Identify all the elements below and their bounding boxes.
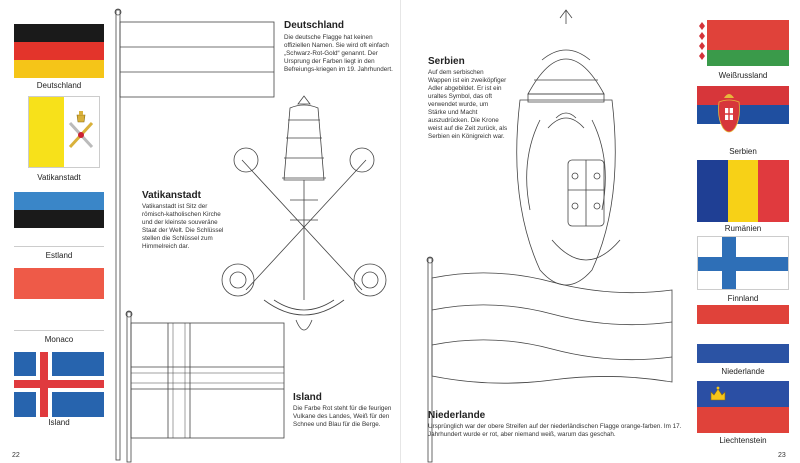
- page-number-left: 22: [12, 452, 20, 459]
- text-island: Die Farbe Rot steht für die feurigen Vulkane des Landes, Weiß für den Schnee und Blau für die Berge.: [293, 405, 392, 428]
- flag-caption: Monaco: [44, 335, 74, 344]
- flag-niederlande: [697, 305, 789, 363]
- flag-caption: Rumänien: [724, 224, 762, 233]
- page-number-right: 23: [778, 452, 786, 459]
- text-deutschland: Die deutsche Flagge hat keinen offiziellen Namen. Sie wird oft einfach „Schwarz-Rot-Gold“ genannt. Der Ursprung der Farben liegt in den Befreiungs-kriegen im 19. Jahrhundert.: [284, 34, 393, 73]
- serbian-arms-icon: [717, 92, 741, 136]
- flag-serbien: [697, 86, 789, 143]
- flag-caption: Liechtenstein: [719, 436, 767, 445]
- flag-caption: Deutschland: [36, 81, 82, 90]
- crown-icon: [709, 386, 727, 402]
- flag-caption: Serbien: [729, 147, 757, 156]
- flag-caption: Niederlande: [721, 367, 765, 376]
- flag-finnland: [697, 236, 789, 290]
- flag-caption: Weißrussland: [718, 71, 768, 80]
- ornament-icon: [698, 20, 706, 66]
- heading-vatikanstadt: Vatikanstadt: [142, 190, 201, 201]
- flag-rumaenien: [697, 160, 789, 222]
- heading-serbien: Serbien: [428, 56, 465, 67]
- flag-caption: Island: [48, 418, 70, 427]
- flag-caption: Estland: [45, 251, 73, 260]
- flag-liechtenstein: [697, 381, 789, 433]
- flag-caption: Finnland: [727, 294, 759, 303]
- heading-island: Island: [293, 392, 322, 403]
- text-niederlande: Ursprünglich war der obere Streifen auf der niederländischen Flagge orange-farben. Im 17. Jahrhundert wurde er rot, aber niemand weiß, warum das geschah.: [428, 423, 682, 438]
- heading-niederlande: Niederlande: [428, 410, 486, 421]
- text-serbien: Auf dem serbischen Wappen ist ein zweiköpfiger Adler abgebildet. Er ist ein uraltes Symbol, das oft verwendet wurde, um Stärke und Macht auszudrücken. Die Krone weist auf die Zeit zurück, als Serbien ein Königreich war.: [428, 69, 508, 140]
- flag-weissrussland: [697, 20, 789, 66]
- heading-deutschland: Deutschland: [284, 20, 345, 31]
- text-vatikanstadt: Vatikanstadt ist Sitz der römisch-katholischen Kirche und der kleinste souveräne Staat der Welt. Die Schlüssel stellen die Schlüssel zum Himmelreich dar.: [142, 203, 224, 250]
- flag-caption: Vatikanstadt: [37, 173, 81, 182]
